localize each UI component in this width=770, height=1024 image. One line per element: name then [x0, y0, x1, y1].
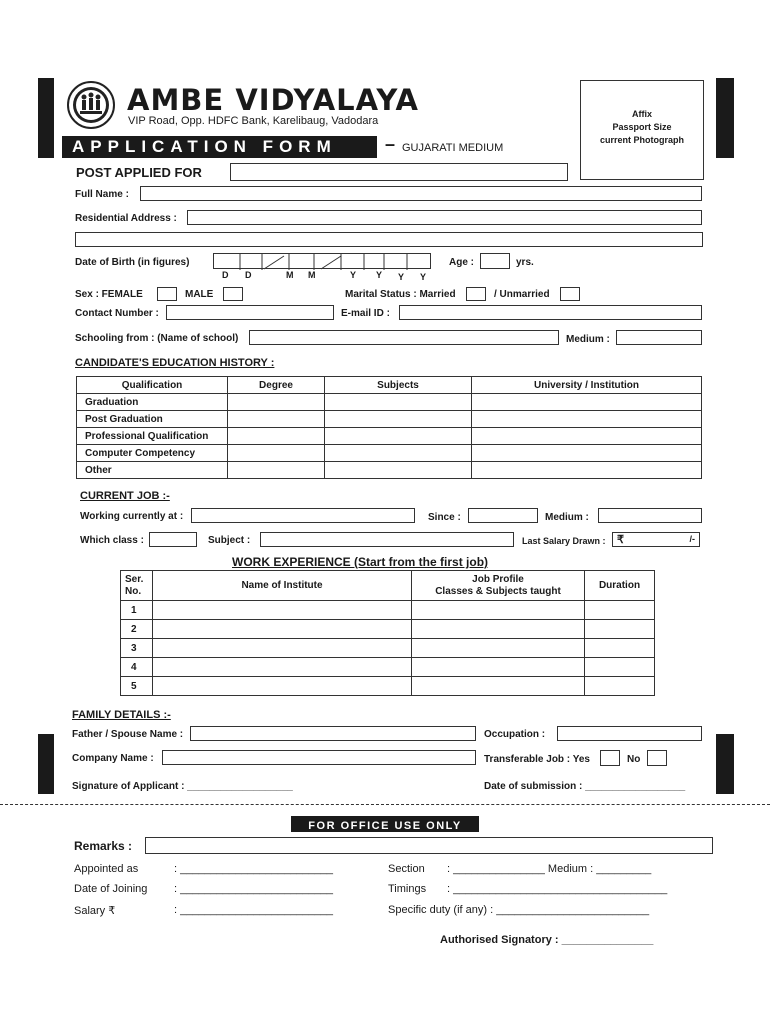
- email-field[interactable]: [399, 305, 702, 320]
- last-salary-label: Last Salary Drawn :: [522, 536, 606, 546]
- sex-female-label: Sex : FEMALE: [75, 289, 143, 300]
- cell[interactable]: [228, 411, 325, 428]
- address-label: Residential Address :: [75, 213, 177, 224]
- table-row: [77, 394, 702, 411]
- salary-label: Salary ₹: [74, 905, 116, 917]
- male-checkbox[interactable]: [223, 287, 243, 301]
- col-subjects: Subjects: [325, 377, 472, 394]
- full-name-label: Full Name :: [75, 189, 129, 200]
- address-field-1[interactable]: [187, 210, 702, 225]
- ser-cell: 1: [121, 601, 153, 620]
- office-use-text: FOR OFFICE USE ONLY: [308, 820, 462, 832]
- col-degree: Degree: [228, 377, 325, 394]
- date-of-submission: Date of submission : __________________: [484, 781, 686, 792]
- which-class-field[interactable]: [149, 532, 197, 547]
- cell[interactable]: [472, 411, 702, 428]
- cell[interactable]: [325, 428, 472, 445]
- cell[interactable]: [153, 601, 412, 620]
- cell[interactable]: [153, 658, 412, 677]
- since-label: Since :: [428, 512, 461, 523]
- married-checkbox[interactable]: [466, 287, 486, 301]
- cell[interactable]: [412, 601, 585, 620]
- company-field[interactable]: [162, 750, 476, 765]
- application-form-banner: [62, 136, 377, 158]
- cell[interactable]: [412, 658, 585, 677]
- subject-field[interactable]: [260, 532, 514, 547]
- email-label: E-mail ID :: [341, 308, 390, 319]
- dob-field[interactable]: [213, 253, 431, 269]
- subject-label: Subject :: [208, 535, 251, 546]
- appointed-as-label: Appointed as: [74, 863, 139, 875]
- timings-label: Timings: [388, 883, 427, 895]
- rupee-icon: ₹: [617, 534, 624, 546]
- row-computer: Computer Competency: [77, 445, 228, 462]
- transferable-yes-checkbox[interactable]: [600, 750, 620, 766]
- row-other: Other: [77, 462, 228, 479]
- contact-field[interactable]: [166, 305, 334, 320]
- table-row: [121, 658, 655, 677]
- schooling-field[interactable]: [249, 330, 559, 345]
- schooling-label: Schooling from : (Name of school): [75, 333, 239, 344]
- office-use-banner: [291, 816, 479, 832]
- cell[interactable]: [228, 394, 325, 411]
- school-name: AMBE VIDYALAYA: [127, 83, 419, 117]
- work-experience-heading: WORK EXPERIENCE (Start from the first job): [232, 555, 489, 569]
- cell[interactable]: [585, 601, 655, 620]
- right-bar-bottom: [716, 734, 734, 794]
- post-applied-field[interactable]: [230, 163, 568, 181]
- left-bar-top: [38, 78, 54, 158]
- authorised-signatory: Authorised Signatory : _______________: [440, 934, 654, 946]
- ser-cell: 3: [121, 639, 153, 658]
- father-spouse-field[interactable]: [190, 726, 476, 741]
- left-bar-bottom: [38, 734, 54, 794]
- right-bar-top: [716, 78, 734, 158]
- cell[interactable]: [153, 620, 412, 639]
- age-label: Age :: [449, 257, 474, 268]
- row-graduation: Graduation: [77, 394, 228, 411]
- cell[interactable]: [228, 462, 325, 479]
- contact-label: Contact Number :: [75, 308, 159, 319]
- working-at-label: Working currently at :: [80, 511, 184, 522]
- table-row: [77, 411, 702, 428]
- occupation-label: Occupation :: [484, 729, 546, 740]
- cell[interactable]: [472, 428, 702, 445]
- date-joining-label: Date of Joining: [74, 883, 148, 895]
- remarks-field[interactable]: [145, 837, 713, 854]
- appointed-as-line[interactable]: : _________________________: [174, 863, 334, 875]
- male-label: MALE: [185, 289, 214, 300]
- education-table: [76, 376, 702, 479]
- cell[interactable]: [472, 445, 702, 462]
- table-row: [121, 601, 655, 620]
- female-checkbox[interactable]: [157, 287, 177, 301]
- specific-duty-line[interactable]: Specific duty (if any) : _________________________: [388, 904, 650, 916]
- dob-hint-m2: M: [308, 270, 316, 280]
- age-field[interactable]: [480, 253, 510, 269]
- col-qualification: Qualification: [77, 377, 228, 394]
- cell[interactable]: [412, 677, 585, 696]
- col-profile-line2: Classes & Subjects taught: [435, 585, 561, 597]
- section-line[interactable]: : _______________ Medium : _________: [447, 863, 652, 875]
- dob-label: Date of Birth (in figures): [75, 257, 190, 268]
- cell[interactable]: [325, 445, 472, 462]
- cell[interactable]: [325, 411, 472, 428]
- table-row: [77, 445, 702, 462]
- cell[interactable]: [585, 677, 655, 696]
- banner-title: APPLICATION FORM: [72, 137, 337, 156]
- row-professional: Professional Qualification: [77, 428, 228, 445]
- dob-hint-d1: D: [222, 270, 229, 280]
- cell[interactable]: [325, 462, 472, 479]
- post-applied-label: POST APPLIED FOR: [76, 165, 202, 180]
- school-logo: [66, 80, 116, 130]
- photo-line1: Affix: [632, 109, 652, 119]
- current-job-heading: CURRENT JOB :-: [80, 490, 170, 502]
- company-label: Company Name :: [72, 753, 154, 764]
- col-ser-line2: No.: [125, 585, 142, 597]
- yrs-label: yrs.: [516, 257, 534, 268]
- job-medium-field[interactable]: [598, 508, 702, 523]
- photo-box[interactable]: [580, 80, 704, 180]
- cell[interactable]: [472, 394, 702, 411]
- col-university: University / Institution: [472, 377, 702, 394]
- table-row: [77, 462, 702, 479]
- unmarried-checkbox[interactable]: [560, 287, 580, 301]
- col-job-profile: [412, 571, 585, 601]
- photo-line3: current Photograph: [599, 135, 684, 145]
- which-class-label: Which class :: [80, 535, 144, 546]
- col-ser-line1: Ser.: [125, 573, 144, 585]
- row-post-graduation: Post Graduation: [77, 411, 228, 428]
- family-heading: FAMILY DETAILS :-: [72, 709, 171, 721]
- ser-cell: 5: [121, 677, 153, 696]
- dob-hint-y3: Y: [398, 272, 405, 282]
- table-row: [121, 620, 655, 639]
- cell[interactable]: [228, 428, 325, 445]
- since-field[interactable]: [468, 508, 538, 523]
- signature-applicant: Signature of Applicant : ___________________: [72, 781, 293, 792]
- transferable-label: Transferable Job : Yes: [484, 754, 590, 765]
- cell[interactable]: [228, 445, 325, 462]
- address-field-2[interactable]: [75, 232, 703, 247]
- occupation-field[interactable]: [557, 726, 702, 741]
- section-label: Section: [388, 863, 425, 875]
- cell[interactable]: [153, 639, 412, 658]
- col-profile-line1: Job Profile: [472, 573, 524, 585]
- table-row: [121, 677, 655, 696]
- school-address: VIP Road, Opp. HDFC Bank, Karelibaug, Vadodara: [128, 115, 379, 127]
- unmarried-label: / Unmarried: [494, 289, 550, 300]
- last-salary-field[interactable]: [612, 532, 700, 547]
- col-institute: Name of Institute: [153, 571, 412, 601]
- table-row: [121, 639, 655, 658]
- cell[interactable]: [325, 394, 472, 411]
- transferable-no-checkbox[interactable]: [647, 750, 667, 766]
- ser-cell: 2: [121, 620, 153, 639]
- dob-hint-d2: D: [245, 270, 252, 280]
- dob-hint-m1: M: [286, 270, 294, 280]
- salary-suffix: /-: [689, 534, 695, 544]
- medium-label: Medium :: [566, 334, 610, 345]
- working-at-field[interactable]: [191, 508, 415, 523]
- date-joining-line[interactable]: : _________________________: [174, 883, 334, 895]
- dob-hint-y1: Y: [350, 270, 357, 280]
- father-spouse-label: Father / Spouse Name :: [72, 729, 184, 740]
- cell[interactable]: [412, 620, 585, 639]
- education-heading: CANDIDATE'S EDUCATION HISTORY :: [75, 357, 275, 369]
- photo-line2: Passport Size: [612, 122, 672, 132]
- cell[interactable]: [585, 620, 655, 639]
- col-ser-no: [121, 571, 153, 601]
- full-name-field[interactable]: [140, 186, 702, 201]
- married-label: Marital Status : Married: [345, 289, 456, 300]
- cut-line-divider: [0, 804, 770, 805]
- table-row: [77, 428, 702, 445]
- cell[interactable]: [585, 639, 655, 658]
- work-experience-table: [120, 570, 655, 696]
- remarks-label: Remarks :: [74, 839, 133, 853]
- cell[interactable]: [585, 658, 655, 677]
- transferable-no-label: No: [627, 754, 641, 765]
- cell[interactable]: [412, 639, 585, 658]
- col-duration: Duration: [585, 571, 655, 601]
- dob-hint-y4: Y: [420, 272, 427, 282]
- ser-cell: 4: [121, 658, 153, 677]
- medium-field[interactable]: [616, 330, 702, 345]
- dob-hint-y2: Y: [376, 270, 383, 280]
- banner-medium: GUJARATI MEDIUM: [402, 142, 504, 154]
- banner-dash: –: [385, 134, 396, 154]
- salary-line[interactable]: : _________________________: [174, 904, 334, 916]
- cell[interactable]: [472, 462, 702, 479]
- timings-line[interactable]: : ___________________________________: [447, 883, 668, 895]
- cell[interactable]: [153, 677, 412, 696]
- job-medium-label: Medium :: [545, 512, 589, 523]
